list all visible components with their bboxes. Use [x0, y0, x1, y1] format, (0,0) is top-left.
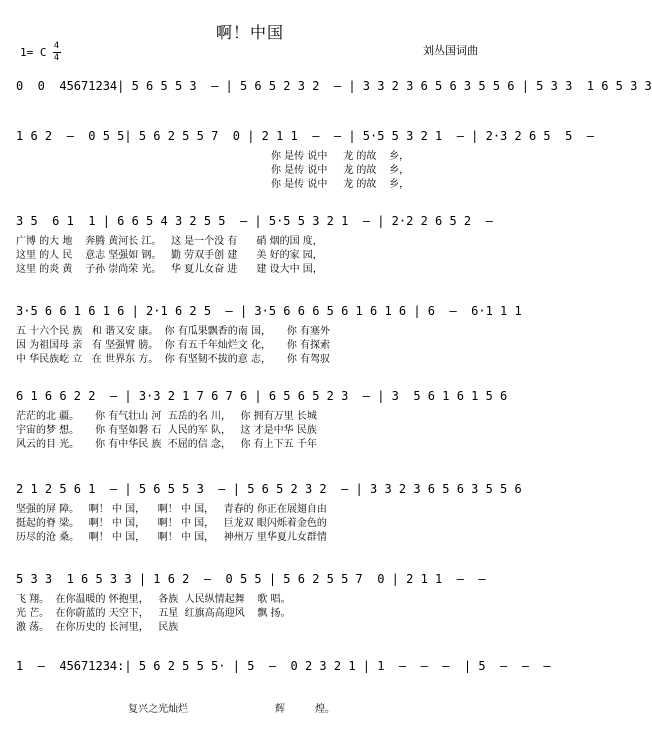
- lyric-line: 宇宙的梦 想。 你 有坚如磐 石 人民的军 队， 这 才是中华 民族: [16, 425, 317, 436]
- score-system: [16, 568, 486, 632]
- score-system: [16, 385, 508, 450]
- time-bottom: 4: [53, 53, 60, 63]
- lyric-line: 中 华民族屹 立 在 世界东 方。 你 有坚韧不拔的意 志， 你 有驾驭: [16, 354, 331, 365]
- notation-line: 5 3 3 1 6 5 3 3 | 1 6 2 – 0 5 5 | 5 6 2 5 5 7 0 | 2 1 1 – –: [16, 572, 486, 586]
- lyric-line: 广博 的大 地 奔腾 黄河长 江。 这 是一个没 有 硝 烟的国 度，: [16, 236, 323, 247]
- score-system: [16, 210, 493, 275]
- lyric-line: 风云的目 光。 你 有中华民 族 不屈的信 念， 你 有上下五 千年: [16, 439, 317, 450]
- lyric-line: 你 是传 说中 龙 的故 乡，: [271, 179, 410, 190]
- notation-line: 1 – 45671234:| 5 6 2 5 5 5· | 5 – 0 2 3 2 1 | 1 – – – | 5 – – –: [16, 659, 551, 673]
- key-signature: [20, 42, 61, 63]
- time-top: 4: [53, 41, 60, 51]
- footer-lyric-a: 复兴之光灿烂: [128, 704, 188, 715]
- score-system: [16, 655, 551, 677]
- key-label: 1= C: [20, 46, 47, 59]
- lyric-line: 茫茫的北 疆。 你 有气壮山 河 五岳的名 川， 你 拥有万里 长城: [16, 411, 317, 422]
- lyric-line: 你 是传 说中 龙 的故 乡，: [271, 151, 410, 162]
- notation-line: 3 5 6 1 1 | 6 6 5 4 3 2 5 5 – | 5·5 5 3 2 1 – | 2·2 2 6 5 2 –: [16, 214, 493, 228]
- lyric-line: 你 是传 说中 龙 的故 乡，: [271, 165, 410, 176]
- lyric-line: 激 荡。 在你历史的 长河里， 民族: [16, 622, 179, 633]
- lyric-line: 飞 翔。 在你温暖的 怀抱里， 各族 人民纵情起舞 歌 唱。: [16, 594, 291, 605]
- notation-line: 6 1 6 6 2 2 – | 3·3 2 1 7 6 7 6 | 6 5 6 5 2 3 – | 3 5 6 1 6 1 5 6: [16, 389, 508, 403]
- footer-lyric-c: 煌。: [315, 704, 335, 715]
- score-system: [16, 300, 522, 365]
- notation-line: 2 1 2 5 6 1 – | 5 6 5 5 3 – | 5 6 5 2 3 2 – | 3 3 2 3 6 5 6 3 5 5 6: [16, 482, 522, 496]
- notation-line: 0 0 45671234| 5 6 5 5 3 – | 5 6 5 2 3 2 – | 3 3 2 3 6 5 6 3 5 5 6 | 5 3 3 1 6 5 3 3: [16, 79, 652, 93]
- footer-lyric-b: 辉: [275, 704, 285, 715]
- score-system: [16, 125, 594, 190]
- lyric-line: 这里 的炎 黄 子孙 崇尚荣 光。 华 夏儿女奋 进 建 设大中 国，: [16, 264, 323, 275]
- lyric-line: 坚强的屏 障。 啊！ 中 国， 啊！ 中 国， 青春的 你正在展翅自由: [16, 504, 327, 515]
- song-title: 啊！中国: [215, 23, 284, 42]
- lyric-line: 因 为祖国母 亲 有 坚强臂 膀。 你 有五千年灿烂文 化， 你 有探索: [16, 340, 331, 351]
- notation-line: 1 6 2 – 0 5 5| 5 6 2 5 5 7 0 | 2 1 1 – – | 5·5 5 3 2 1 – | 2·3 2 6 5 5 –: [16, 129, 594, 143]
- score-system: [16, 478, 522, 543]
- lyric-line: 挺起的脊 梁。 啊！ 中 国， 啊！ 中 国， 巨龙双 眼闪烁着金色的: [16, 518, 327, 529]
- score-system: [16, 75, 652, 97]
- composer-credit: 刘丛国词曲: [423, 44, 478, 57]
- time-signature: [53, 42, 61, 63]
- lyric-line: 这里 的人 民 意志 坚强如 钢。 勤 劳双手创 建 美 好的家 园，: [16, 250, 323, 261]
- lyric-line: 光 芒。 在你蔚蓝的 天空下， 五星 红旗高高迎风 飘 扬。: [16, 608, 291, 619]
- lyric-line: 五 十六个民 族 和 谐又安 康。 你 有瓜果飘香的南 国， 你 有塞外: [16, 326, 331, 337]
- lyric-line: 历尽的沧 桑。 啊！ 中 国， 啊！ 中 国， 神州万 里华夏儿女群情: [16, 532, 327, 543]
- notation-line: 3·5 6 6 1 6 1 6 | 2·1 6 2 5 – | 3·5 6 6 6 5 6 1 6 1 6 | 6 – 6·1 1 1: [16, 304, 522, 318]
